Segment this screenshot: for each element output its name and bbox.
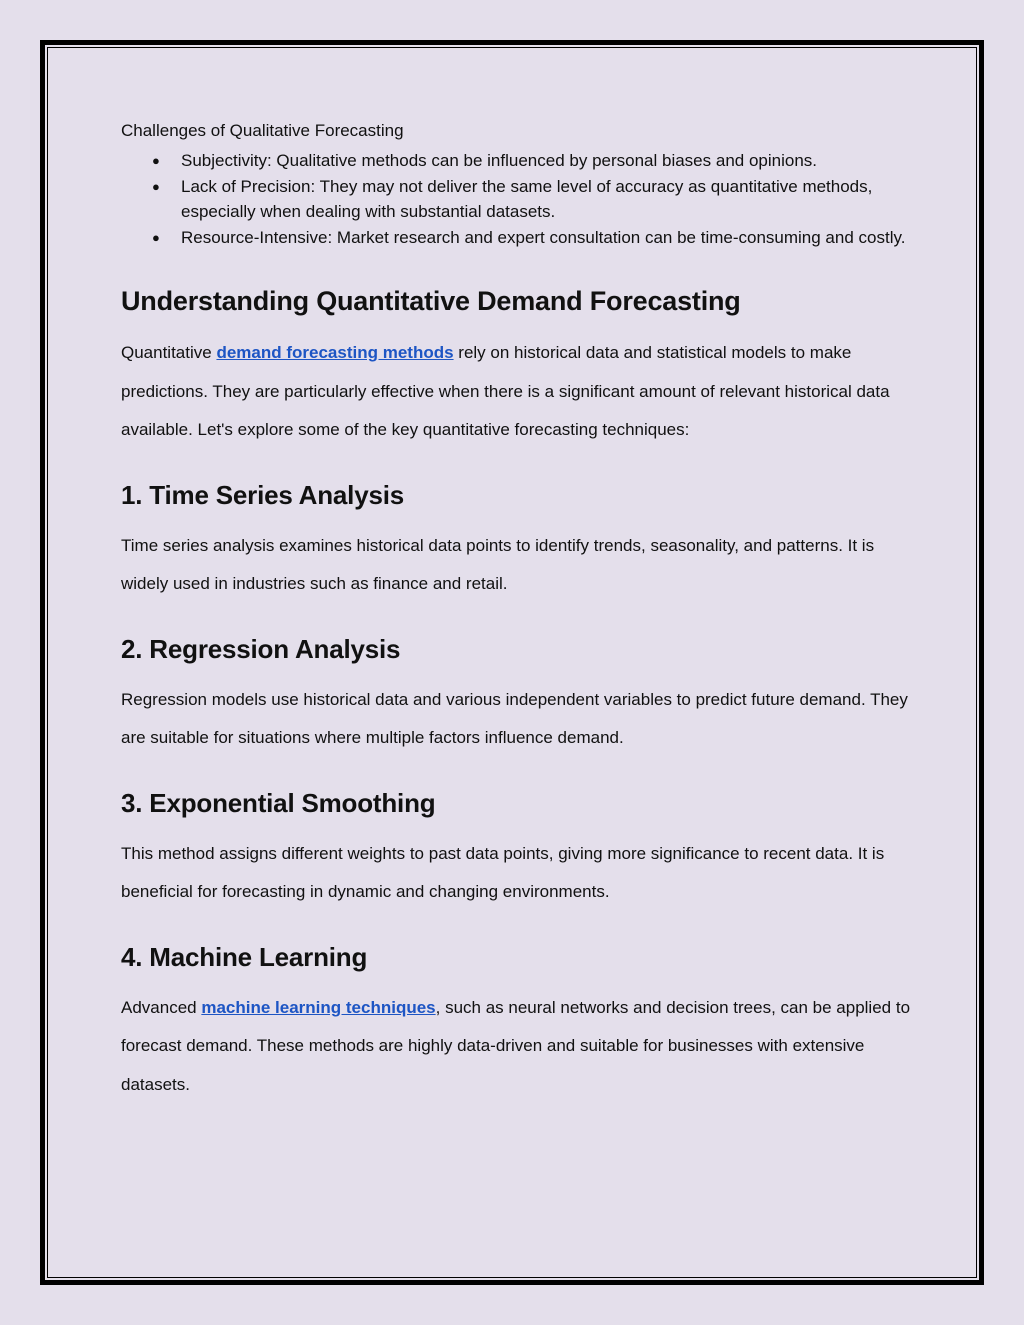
list-item-text: Resource-Intensive: Market research and expert consultation can be time-consuming and costly. <box>181 227 906 247</box>
list-item <box>121 148 911 174</box>
document-body <box>121 118 911 1104</box>
bullet-icon: ● <box>152 153 160 168</box>
intro-text-end: rely on historical data and statistical models to make predictions. They are particularly effective when there is a significant amount of relevant historical data available. Let's explore some of the key quantitative forecasting techniques: <box>121 343 890 439</box>
regression-heading: 2. Regression Analysis <box>121 633 401 664</box>
intro-text-start: Quantitative <box>121 343 217 362</box>
list-item-text: Lack of Precision: They may not deliver the same level of accuracy as quantitative methods, especially when dealing with substantial datasets. <box>181 176 873 221</box>
machine-learning-body <box>121 989 911 1105</box>
time-series-body: Time series analysis examines historical data points to identify trends, seasonality, and patterns. It is widely used in industries such as finance and retail. <box>121 535 875 593</box>
regression-body: Regression models use historical data and various independent variables to predict future demand. They are suitable for situations where multiple factors influence demand. <box>121 689 908 747</box>
quantitative-heading: Understanding Quantitative Demand Forecasting <box>121 286 741 316</box>
demand-forecasting-methods-link[interactable]: demand forecasting methods <box>216 343 454 362</box>
exponential-smoothing-body: This method assigns different weights to past data points, giving more significance to recent data. It is beneficial for forecasting in dynamic and changing environments. <box>121 843 885 901</box>
quantitative-intro <box>121 334 911 450</box>
machine-learning-heading: 4. Machine Learning <box>121 941 368 972</box>
ml-text-start: Advanced <box>121 997 202 1017</box>
challenges-title: Challenges of Qualitative Forecasting <box>121 121 404 140</box>
ml-text-end: , such as neural networks and decision trees, can be applied to forecast demand. These methods are highly data-driven and suitable for businesses with extensive datasets. <box>121 997 911 1094</box>
time-series-heading: 1. Time Series Analysis <box>121 479 405 510</box>
list-item-text: Subjectivity: Qualitative methods can be influenced by personal biases and opinions. <box>181 151 817 170</box>
bullet-icon: ● <box>152 229 160 245</box>
list-item <box>121 174 911 225</box>
exponential-smoothing-heading: 3. Exponential Smoothing <box>121 787 436 818</box>
bullet-icon: ● <box>152 178 160 194</box>
machine-learning-techniques-link[interactable]: machine learning techniques <box>201 997 436 1017</box>
list-item <box>121 225 911 251</box>
challenges-list <box>121 148 911 250</box>
